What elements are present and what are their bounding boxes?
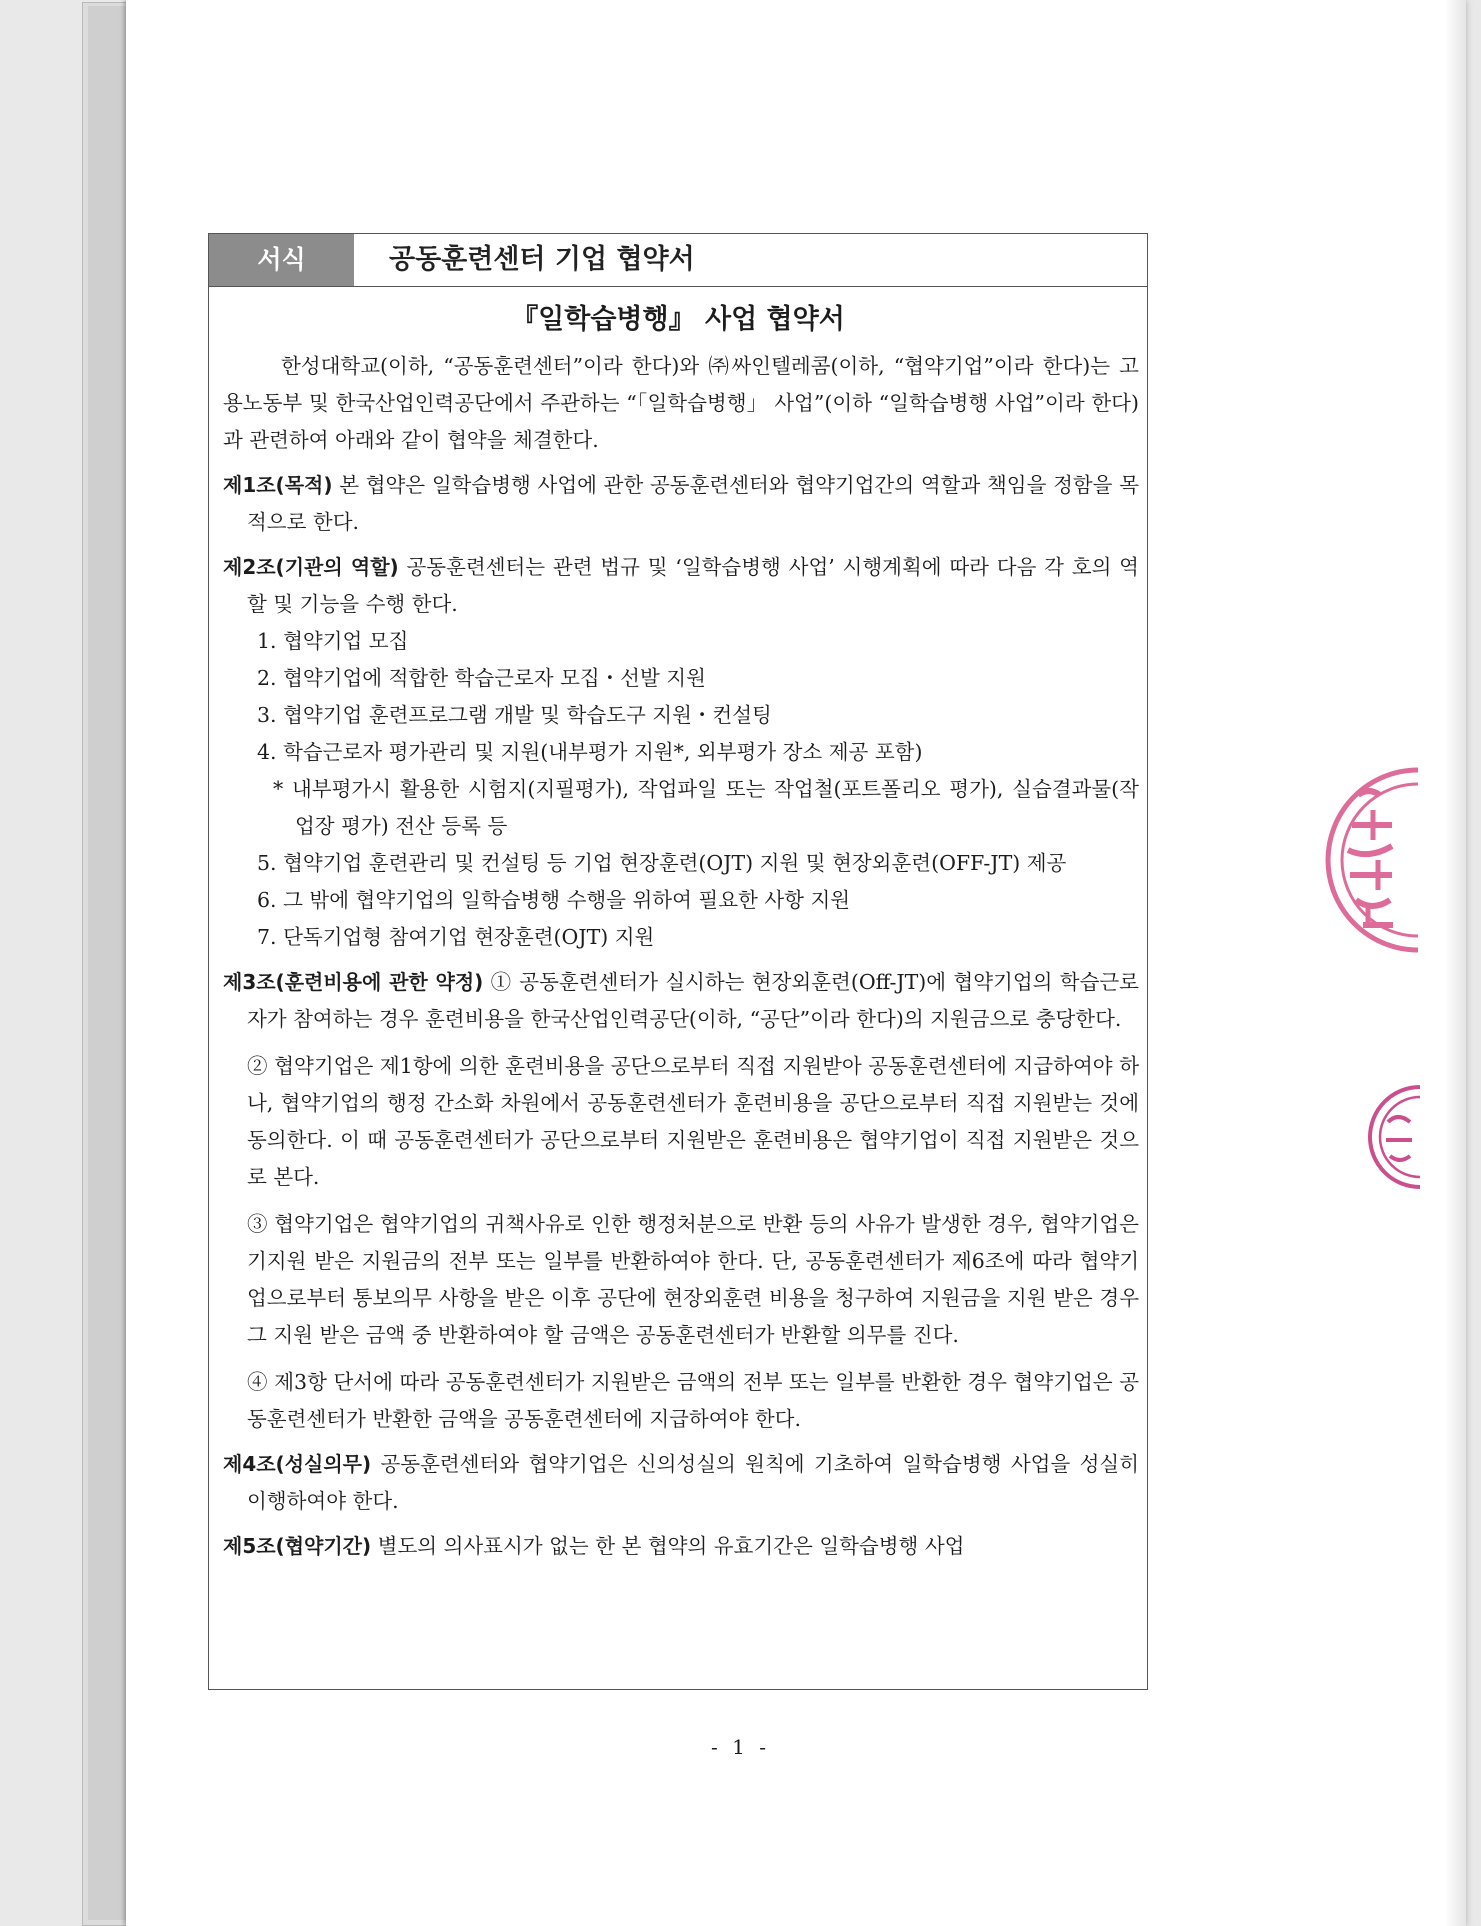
article-2-text: 공동훈련센터는 관련 법규 및 ‘일학습병행 사업’ 시행계획에 따라 다음 각 호의 역할 및 기능을 수행 한다. [247,555,1139,616]
list-item: 4. 학습근로자 평가관리 및 지원(내부평가 지원*, 외부평가 장소 제공 포함) [257,740,923,764]
article-1-text: 본 협약은 일학습병행 사업에 관한 공동훈련센터와 협약기업간의 역할과 책임을 정함을 목적으로 한다. [247,473,1139,534]
list-item: 5. 협약기업 훈련관리 및 컨설팅 등 기업 현장훈련(OJT) 지원 및 현장외훈련(OFF-JT) 제공 [257,851,1067,875]
article-3-paragraph-3: ③ 협약기업은 협약기업의 귀책사유로 인한 행정처분으로 반환 등의 사유가 발생한 경우, 협약기업은 기지원 받은 지원금의 전부 또는 일부를 반환하여야 한다. 단, 공동훈련센터가 제6조에 따라 협약기업으로부터 통보의무 사항을 받은 이후 공단에 현장외훈련 비용을 청구하여 지원금을 지원 받은 경우 그 지원 받은 금액 중 반환하여야 할 금액은 공동훈련센터가 반환할 의무를 진다. [247,1212,1139,1347]
agreement-body [209,348,1147,1565]
article-2-list [223,623,1139,956]
list-note: * 내부평가시 활용한 시험지(지필평가), 작업파일 또는 작업철(포트폴리오 평가), 실습결과물(작업장 평가) 전산 등록 등 [273,777,1139,838]
article-5-heading: 제5조(협약기간) [223,1534,372,1558]
list-item: 3. 협약기업 훈련프로그램 개발 및 학습도구 지원・컨설팅 [257,703,772,727]
article-3-heading: 제3조(훈련비용에 관한 약정) [223,970,484,994]
article-1-heading: 제1조(목적) [223,473,333,497]
article-3-text: ① 공동훈련센터가 실시하는 현장외훈련(Off-JT)에 협약기업의 학습근로자가 참여하는 경우 훈련비용을 한국산업인력공단(이하, “공단”이라 한다)의 지원금으로 충당한다. [247,970,1139,1031]
article-4-heading: 제4조(성실의무) [223,1452,372,1476]
article-5-text: 별도의 의사표시가 없는 한 본 협약의 유효기간은 일학습병행 사업 [371,1534,965,1558]
intro-paragraph: 한성대학교(이하, “공동훈련센터”이라 한다)와 ㈜싸인텔레콤(이하, “협약기업”이라 한다)는 고용노동부 및 한국산업인력공단에서 주관하는 “「일학습병행」 사업”(이하 “일학습병행 사업”이라 한다)과 관련하여 아래와 같이 협약을 체결한다. [223,354,1139,452]
article-4-text: 공동훈련센터와 협약기업은 신의성실의 원칙에 기초하여 일학습병행 사업을 성실히 이행하여야 한다. [247,1452,1139,1513]
article-3-paragraph-4: ④ 제3항 단서에 따라 공동훈련센터가 지원받은 금액의 전부 또는 일부를 반환한 경우 협약기업은 공동훈련센터가 반환한 금액을 공동훈련센터에 지급하여야 한다. [247,1370,1139,1431]
list-item: 6. 그 밖에 협약기업의 일학습병행 수행을 위하여 필요한 사항 지원 [257,888,851,912]
document-title: 『일학습병행』 사업 협약서 [511,304,845,335]
page-shadow [1444,0,1466,1926]
agreement-form [208,233,1148,1690]
article-3-paragraph-2: ② 협약기업은 제1항에 의한 훈련비용을 공단으로부터 직접 지원받아 공동훈련센터에 지급하여야 하나, 협약기업의 행정 간소화 차원에서 공동훈련센터가 훈련비용을 공단으로부터 직접 지원받는 것에 동의한다. 이 때 공동훈련센터가 공단으로부터 지원받은 훈련비용은 협약기업이 직접 지원받은 것으로 본다. [247,1054,1139,1189]
company-seal-icon [1366,1082,1420,1192]
form-header [209,234,1147,287]
article-2 [223,549,1139,623]
form-tag: 서식 [209,234,354,286]
page-number: - 1 - [711,1735,770,1759]
seal-stamp-icon [1318,765,1418,955]
list-item: 1. 협약기업 모집 [257,629,409,653]
page-stack-edge-inner [88,6,129,1920]
form-heading: 공동훈련센터 기업 협약서 [389,244,695,275]
article-3 [223,964,1139,1038]
list-item: 2. 협약기업에 적합한 학습근로자 모집・선발 지원 [257,666,706,690]
article-4 [223,1446,1139,1520]
list-item: 7. 단독기업형 참여기업 현장훈련(OJT) 지원 [257,925,655,949]
article-1 [223,467,1139,541]
article-2-heading: 제2조(기관의 역할) [223,555,399,579]
article-5 [223,1528,1139,1565]
